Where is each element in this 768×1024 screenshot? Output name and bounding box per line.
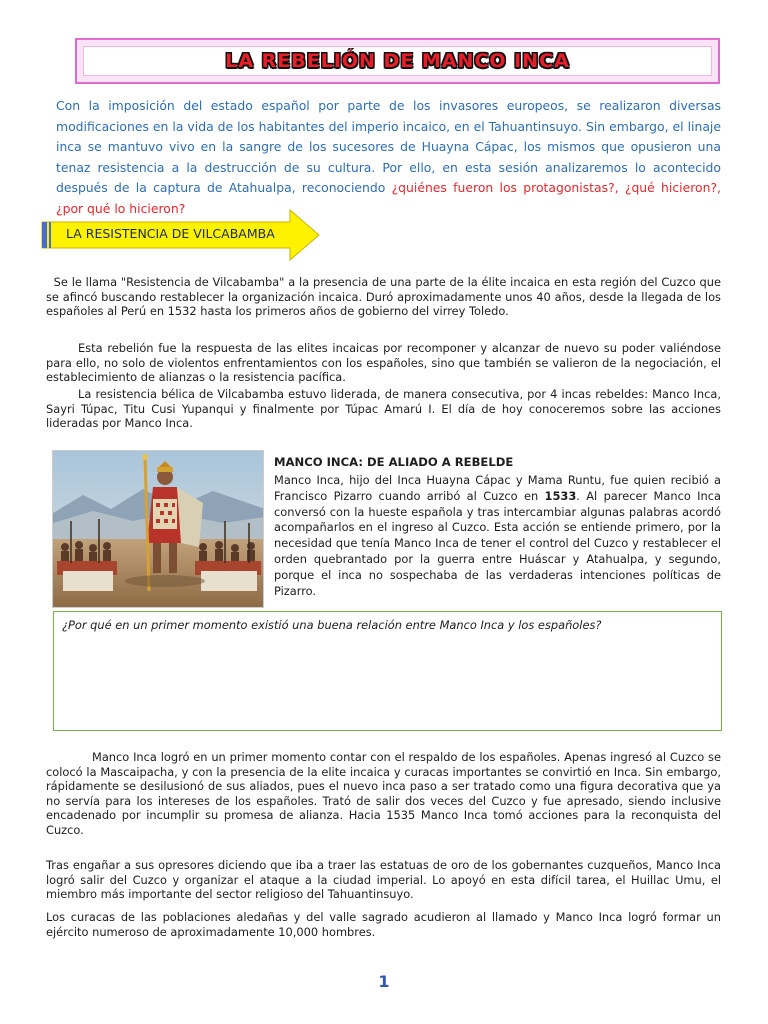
question-text: ¿Por qué en un primer momento existió una buena relación entre Manco Inca y los españoles? [62, 618, 602, 632]
title-frame [75, 38, 720, 84]
subsection-title: MANCO INCA: DE ALIADO A REBELDE [274, 455, 514, 469]
question-box [53, 611, 722, 731]
section-banner [40, 208, 322, 262]
title-inner [83, 46, 712, 76]
page-number: 1 [378, 972, 390, 991]
manco-inca-painting-icon [52, 450, 264, 608]
page-title: LA REBELIÓN DE MANCO INCA [225, 50, 570, 72]
paragraph-vilcabamba-definition [46, 275, 721, 319]
subsection-text-1: Manco Inca, hijo del Inca Huayna Cápac y Mama Runtu, fue quien recibió a Francisco Pizarro cuando arribó al Cuzco en [274, 473, 721, 503]
paragraph-four-incas: La resistencia bélica de Vilcabamba estuvo liderada, de manera consecutiva, por 4 incas rebeldes: Manco Inca, Sayri Túpac, Titu Cusi Yupanqui y finalmente por Túpac Amarú I. El día de hoy conoceremos sobre las acciones lideradas por Manco Inca. [46, 387, 721, 431]
paragraph-text: Se le llama "Resistencia de Vilcabamba" a la presencia de una parte de la élite incaica en esta región del Cuzco que se afincó buscando restablecer la organización incaica. Duró aproximadamente unos 40 años, desde la llegada de los españoles al Perú en 1532 hasta los primeros años de gobierno del virrey Toledo. [46, 275, 721, 319]
paragraph-initial-support: Manco Inca logró en un primer momento contar con el respaldo de los españoles. Apenas ingresó al Cuzco se colocó la Mascaipacha, y con la presencia de la elite incaica y curacas importantes se convirtió en Inca. Sin embargo, rápidamente se desilusionó de sus aliados, pues el nuevo inca paso a ser tratado como una figura decorativa que ya no servía para los intereses de los españoles. Trató de salir dos veces del Cuzco y fue apresado, siendo inclusive encadenado por incumplir su promesa de alianza. Hacia 1535 Manco Inca tomó acciones para la reconquista del Cuzco. [46, 750, 721, 837]
subsection-text-2: . Al parecer Manco Inca conversó con la hueste española y tras intercambiar algunas palabras acordó acompañarlos en el ingreso al Cuzco. Esta acción se entiende primero, por la necesidad que tenía Manco Inca de tener el control del Cuzco y restablecer el orden quebrantado por la guerra entre Huáscar y Atahualpa, y segundo, porque el inca no sospechaba de las verdaderas intenciones políticas de Pizarro. [274, 488, 721, 598]
intro-paragraph [56, 96, 721, 220]
subsection-year: 1533 [544, 488, 577, 503]
paragraph-rebellion-response: Esta rebelión fue la respuesta de las elites incaicas por recomponer y alcanzar de nuevo su poder valiéndose para ello, no solo de violentos enfrentamientos con los españoles, sino que también se valieron de la negociación, el establecimiento de alianzas o la resistencia pacífica. [46, 341, 721, 385]
section-banner-label: LA RESISTENCIA DE VILCABAMBA [66, 226, 275, 241]
answer-area[interactable] [62, 638, 713, 722]
subsection-paragraph [274, 473, 721, 599]
intro-text: Con la imposición del estado español por parte de los invasores europeos, se realizaron diversas modificaciones en la vida de los habitantes del imperio incaico, en el Tahuantinsuyo. Sin embargo, el linaje inca se mantuvo vivo en la sangre de los sucesores de Huayna Cápac, los mismos que opusieron una tenaz resistencia a la destrucción de su cultura. Por ello, en esta sesión analizaremos lo acontecido después de la captura de Atahualpa, reconociendo [56, 98, 721, 196]
intro-questions: ¿quiénes fueron los protagonistas?, ¿qué hicieron?, ¿por qué lo hicieron? [56, 180, 721, 216]
paragraph-army: Los curacas de las poblaciones aledañas y del valle sagrado acudieron al llamado y Manco Inca logró formar un ejército numeroso de aproximadamente 10,000 hombres. [46, 910, 721, 939]
paragraph-escape-cuzco: Tras engañar a sus opresores diciendo que iba a traer las estatuas de oro de los gobernantes cuzqueños, Manco Inca logró salir del Cuzco y organizar el ataque a la ciudad imperial. Lo apoyó en esta difícil tarea, el Huillac Umu, el miembro más importante del sector religioso del Tahuantinsuyo. [46, 858, 721, 902]
